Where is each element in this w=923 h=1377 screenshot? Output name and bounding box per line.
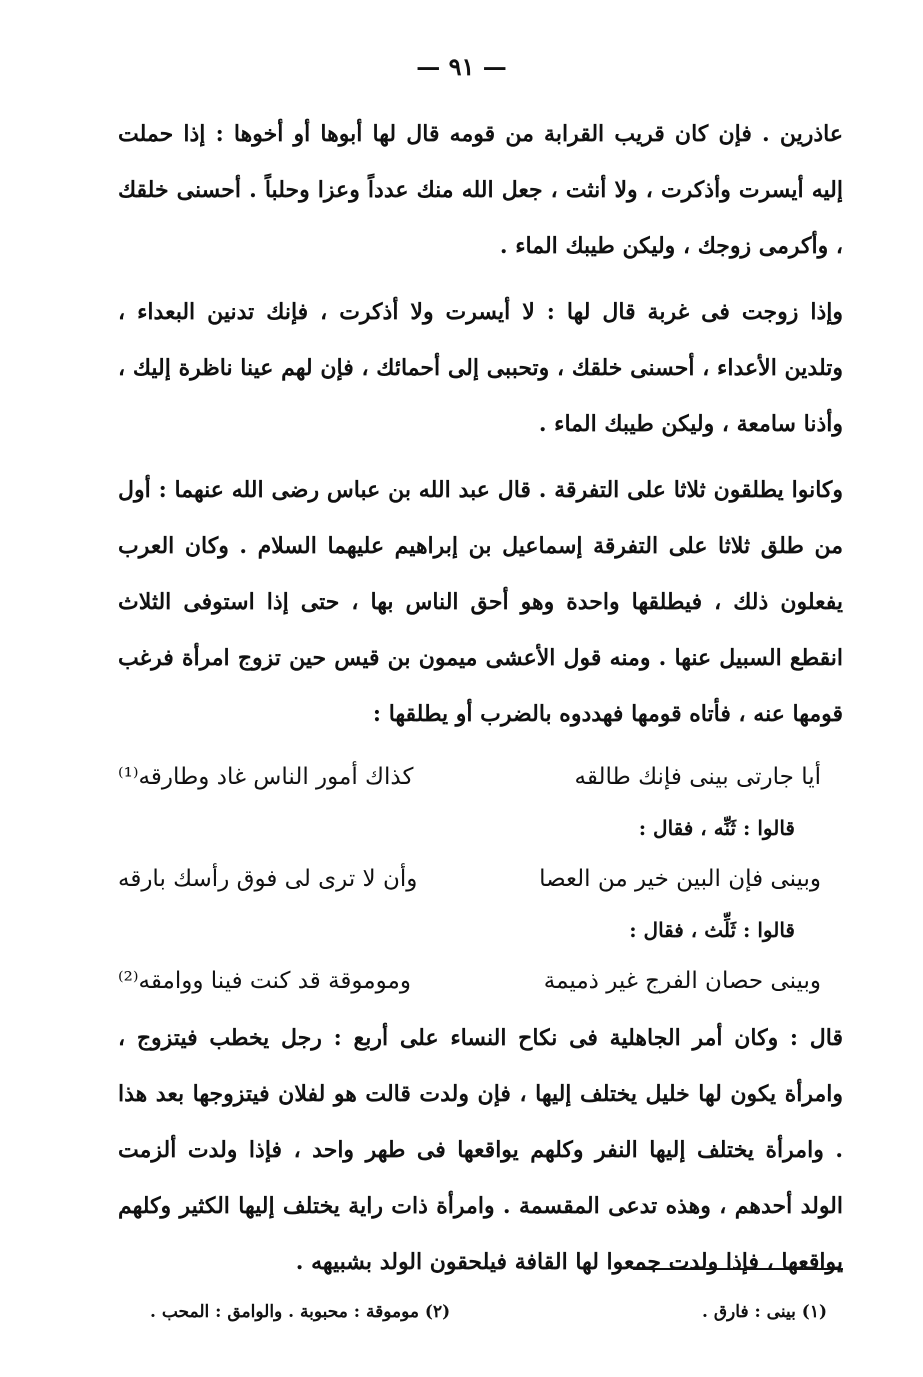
footnote-2: (٢) موموقة : محبوبة . والوامق : المحب . — [150, 1302, 451, 1322]
verse-2-first-hemistich: وبينى فإن البين خير من العصا — [539, 866, 821, 892]
paragraph-2: وإذا زوجت فى غربة قال لها : لا أيسرت ولا أذكرت ، فإنك تدنين البعداء ، وتلدين الأعداء ، أحسنى خلقك ، وتحببى إلى أحمائك ، فإن لهم عينا ناظرة إليك ، وأذنا سامعة ، وليكن طيبك الماء . — [118, 299, 843, 437]
footnote-divider — [633, 1268, 843, 1270]
page-number: — ٩١ — — [416, 52, 507, 81]
paragraph-1: عاذرين . فإن كان قريب القرابة من قومه قال لها أبوها أو أخوها : إذا حملت إليه أيسرت وأذكرت ، ولا أنثت ، جعل الله منك عدداً وعزا وحلباً . أحسنى خلقك ، وأكرمى زوجك ، وليكن طيبك الماء . — [118, 121, 843, 259]
verse-3-second-hemistich: وموموقة قد كنت فينا ووامقه⁽²⁾ — [118, 968, 411, 994]
verse-2-second-hemistich: وأن لا ترى لى فوق رأسك بارقه — [118, 866, 418, 892]
said-line-1: قالوا : ثَنِّه ، فقال : — [638, 816, 795, 840]
verse-2 — [118, 850, 843, 908]
verse-3 — [118, 952, 843, 1010]
main-text — [118, 106, 843, 1296]
verse-1 — [118, 748, 843, 806]
paragraph-4: قال : وكان أمر الجاهلية فى نكاح النساء على أربع : رجل يخطب فيتزوج ، وامرأة يكون لها خليل يختلف إليها ، فإن ولدت قالت هو لفلان فيتزوجها بعد هذا . وامرأة يختلف إليها النفر وكلهم يواقعها فى طهر واحد ، فإذا ولدت ألزمت الولد أحدهم ، وهذه تدعى المقسمة . وامرأة ذات راية يختلف إليها الكثير وكلهم يواقعها ، فإذا ولدت جمعوا لها القافة فيلحقون الولد بشبيهه . — [118, 1025, 843, 1275]
said-line-2: قالوا : ثَلِّث ، فقال : — [629, 918, 795, 942]
verse-3-first-hemistich: وبينى حصان الفرج غير ذميمة — [543, 968, 821, 994]
verse-1-first-hemistich: أيا جارتى بينى فإنك طالقه — [574, 764, 821, 790]
footnotes — [150, 1302, 827, 1322]
verse-1-second-hemistich: كذاك أمور الناس غاد وطارقه⁽¹⁾ — [118, 764, 414, 790]
footnote-1: (١) بينى : فارق . — [702, 1302, 827, 1322]
paragraph-3: وكانوا يطلقون ثلاثا على التفرقة . قال عبد الله بن عباس رضى الله عنهما : أول من طلق ثلاثا على التفرقة إسماعيل بن إبراهيم عليهما السلام . وكان العرب يفعلون ذلك ، فيطلقها واحدة وهو أحق الناس بها ، حتى إذا استوفى الثلاث انقطع السبيل عنها . ومنه قول الأعشى ميمون بن قيس حين تزوج امرأة فرغب قومها عنه ، فأتاه قومها فهددوه بالضرب أو يطلقها : — [118, 477, 844, 727]
